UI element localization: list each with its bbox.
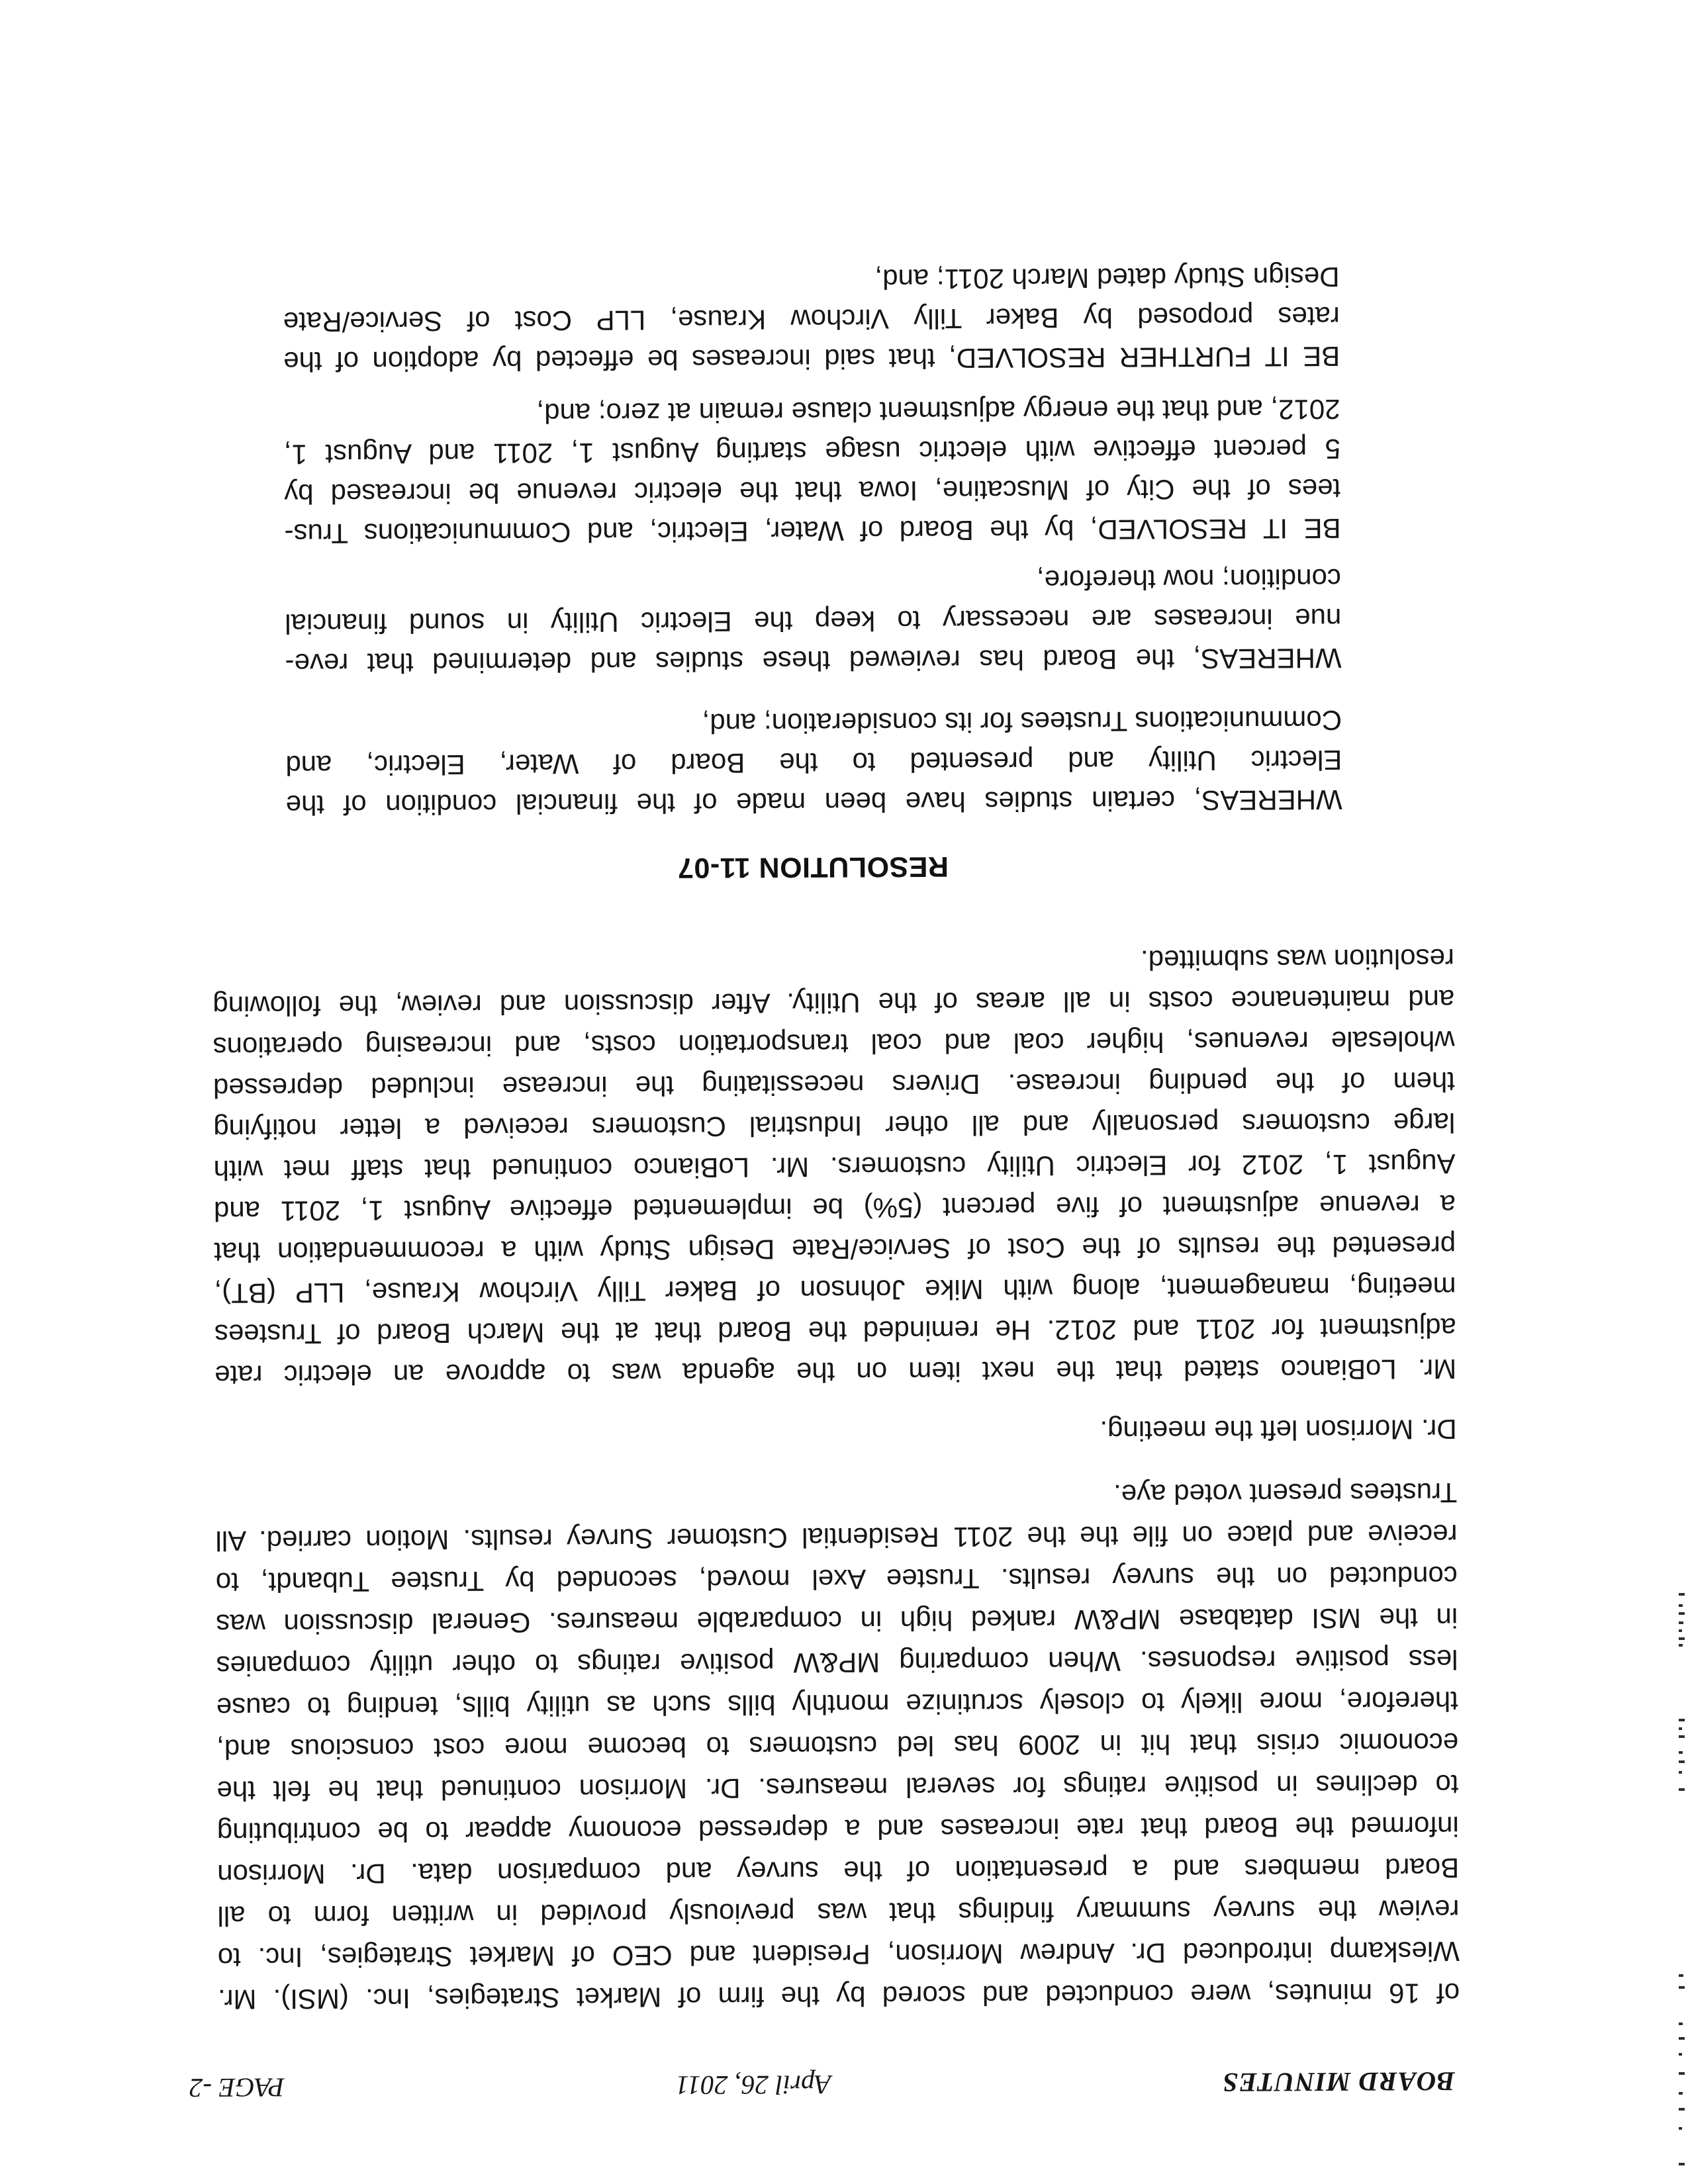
whereas-clause-1 [285,700,1342,825]
paragraph-rate-adjustment [212,938,1457,1396]
text-line: WHEREAS, the Board has reviewed these studies and determined that reve- [285,643,1342,680]
header-title: BOARD MINUTES [1222,2066,1455,2099]
text-line: BE IT FURTHER RESOLVED, that said increases be effected by adoption of the [283,341,1340,378]
text-line: Trustees present voted aye. [1113,1477,1458,1510]
text-line: Electric Utility and presented to the Board of Water, Electric, and [285,745,1342,782]
text-line: BE IT RESOLVED, by the Board of Water, Electric, and Communications Trus- [284,513,1341,550]
whereas-clause-2 [285,559,1342,683]
paragraph-morrison-left: Dr. Morrison left the meeting. [1100,1414,1457,1447]
text-line: to declines in positive ratings for several measures. Dr. Morrison continued that he felt the [216,1769,1459,1807]
be-it-resolved-clause [283,389,1340,553]
text-line: Wieskamp introduced Dr. Andrew Morrison, President and CEO of Market Strategies, Inc. to [217,1936,1460,1974]
text-line: and maintenance costs in all areas of the Utility. After discussion and review, the following [212,984,1455,1022]
text-line: therefore, more likely to closely scrutinize monthly bills such as utility bills, tending to cause [216,1686,1458,1723]
text-line: a revenue adjustment of five percent (5%) be implemented effective August 1, 2011 and [213,1189,1456,1227]
text-line: 2012, and that the energy adjustment clause remain at zero; and, [536,394,1340,430]
text-line: economic crisis that hit in 2009 has led customers to become more cost conscious and, [216,1727,1459,1765]
text-line: resolution was submitted. [1140,943,1455,976]
text-line: presented the results of the Cost of Service/Rate Design Study with a recommendation that [214,1230,1456,1268]
text-line: them of the pending increase. Drivers necessitating the increase included depressed [212,1066,1456,1104]
text-line: Design Study dated March 2011; and, [874,261,1340,295]
text-line: tees of the City of Muscatine, Iowa that the electric revenue be increased by [284,473,1341,510]
text-line: conducted on the survey results. Trustee Axel moved, seconded by Trustee Tubandt, to [215,1561,1458,1598]
text-line: meeting, management, along with Mike Johnson of Baker Tilly Virchow Krause, LLP (BT), [214,1271,1456,1309]
resolution-heading: RESOLUTION 11-07 [677,850,949,884]
text-line: nue increases are necessary to keep the Electric Utility in sound financial [285,603,1342,640]
be-it-further-resolved-clause [283,257,1340,381]
text-line: informed the Board that rate increases and a depressed economy appear to be contributing [216,1811,1459,1848]
text-line: in the MSI database MP&W ranked high in comparable measures. General discussion was [216,1602,1458,1640]
text-line: adjustment for 2011 and 2012. He reminded the Board that at the March Board of Trustees [214,1312,1457,1350]
text-line: less positive responses. When comparing MP&W positive ratings to other utility companies [216,1644,1458,1682]
text-line: condition; now therefore, [1036,563,1342,596]
text-line: rates proposed by Baker Tilly Virchow Krause, LLP Cost of Service/Rate [283,301,1340,338]
header-date: April 26, 2011 [675,2070,831,2101]
text-line: Mr. LoBianco stated that the next item on the agenda was to approve an electric rate [214,1353,1457,1391]
text-line: 5 percent effective with electric usage starting August 1, 2011 and August 1, [283,433,1341,471]
text-line: wholesale revenues, higher coal and coal transportation costs, and increasing operations [212,1025,1455,1063]
text-line: review the survey summary findings that was previously provided in written form to all [217,1894,1460,1932]
text-line: receive and place on file the the 2011 Residential Customer Survey results. Motion carried. All [215,1519,1458,1557]
text-line: Board members and a presentation of the survey and comparison data. Dr. Morrison [217,1852,1460,1890]
header-page-number: PAGE -2 [189,2072,285,2104]
text-line: Communications Trustees for its consideration; and, [702,705,1342,740]
page-header [189,2066,1455,2104]
text-line: large customers personally and all other Industrial Customers received a letter notifying [213,1107,1456,1145]
text-line: of 16 minutes, were conducted and scored by the firm of Market Strategies, Inc. (MSI). Mr. [218,1978,1460,2015]
paragraph-survey-results [215,1472,1460,2021]
text-line: WHEREAS, certain studies have been made of the financial condition of the [285,784,1342,821]
text-line: August 1, 2012 for Electric Utility customers. Mr. LoBianco continued that staff met with [213,1148,1456,1186]
